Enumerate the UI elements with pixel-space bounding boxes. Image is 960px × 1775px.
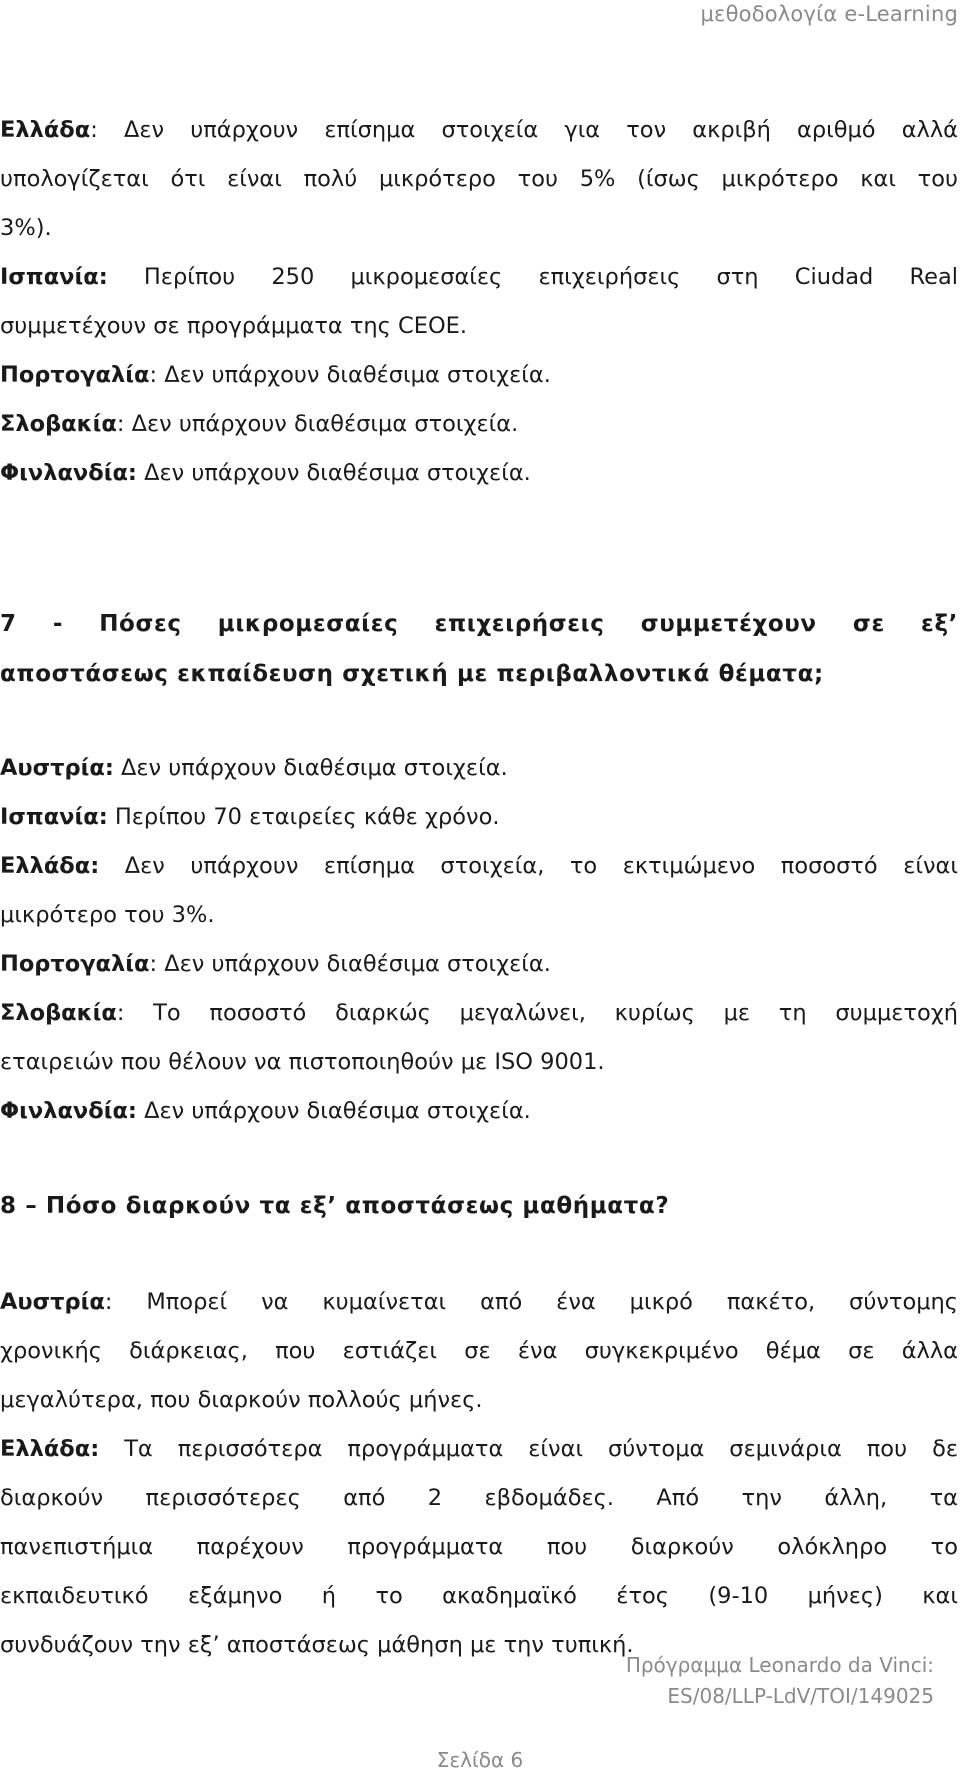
answer-text: : Δεν υπάρχουν διαθέσιμα στοιχεία.: [149, 951, 551, 977]
answer-text: μεγαλύτερα, που διαρκούν πολλούς μήνες.: [0, 1387, 483, 1413]
question-7-heading-line-1: 7 - Πόσες μικρομεσαίες επιχειρήσεις συμμετέχουν σε εξ’: [0, 611, 958, 637]
austria-answer-line-2: [0, 1327, 958, 1376]
greece-answer-line-2: [0, 1474, 958, 1523]
country-label-greece: Ελλάδα:: [0, 853, 100, 879]
portugal-answer: [0, 351, 958, 400]
page-number: Σελίδα 6: [436, 1748, 524, 1772]
greece-answer-line-2: [0, 155, 958, 204]
country-label-austria: Αυστρία: [0, 1289, 105, 1315]
country-label-spain: Ισπανία:: [0, 804, 108, 830]
previous-question-answers: [0, 106, 958, 498]
country-label-slovakia: Σλοβακία: [0, 1000, 117, 1026]
austria-answer-line-1: [0, 1278, 958, 1327]
question-8-heading: [0, 1181, 958, 1231]
question-7-heading: [0, 599, 958, 699]
greece-answer-line-3: [0, 1523, 958, 1572]
spain-answer-line-1: [0, 253, 958, 302]
country-label-finland: Φινλανδία:: [0, 460, 137, 486]
answer-text: υπολογίζεται ότι είναι πολύ μικρότερο του 5% (ίσως μικρότερο και του: [0, 166, 958, 192]
answer-text: Περίπου 250 μικρομεσαίες επιχειρήσεις στη Ciudad Real: [107, 264, 958, 290]
spain-answer: [0, 793, 958, 842]
greece-answer-line-4: [0, 1572, 958, 1621]
country-label-slovakia: Σλοβακία: [0, 411, 117, 437]
country-label-greece: Ελλάδα:: [0, 1436, 100, 1462]
answer-text: : Το ποσοστό διαρκώς μεγαλώνει, κυρίως με τη συμμετοχή: [116, 1000, 958, 1026]
finland-answer: [0, 449, 958, 498]
answer-text: Δεν υπάρχουν επίσημα στοιχεία, το εκτιμώμενο ποσοστό είναι: [99, 853, 958, 879]
answer-text: συνδυάζουν την εξ’ αποστάσεως μάθηση με την τυπική.: [0, 1632, 634, 1658]
answer-text: μικρότερο του 3%.: [0, 902, 215, 928]
austria-answer-line-3: [0, 1376, 958, 1425]
answer-text: διαρκούν περισσότερες από 2 εβδομάδες. Από την άλλη, τα: [0, 1485, 958, 1511]
greece-answer-line-1: [0, 106, 958, 155]
greece-answer-line-2: [0, 891, 958, 940]
answer-text: συμμετέχουν σε προγράμματα της CEOE.: [0, 313, 468, 339]
portugal-answer: [0, 940, 958, 989]
country-label-finland: Φινλανδία:: [0, 1098, 137, 1124]
answer-text: : Δεν υπάρχουν διαθέσιμα στοιχεία.: [149, 362, 551, 388]
answer-text: Δεν υπάρχουν διαθέσιμα στοιχεία.: [136, 1098, 531, 1124]
footer-program-info: [626, 1650, 934, 1712]
answer-text: Δεν υπάρχουν διαθέσιμα στοιχεία.: [136, 460, 531, 486]
question-7-heading-line-2: αποστάσεως εκπαίδευση σχετική με περιβαλλοντικά θέματα;: [0, 661, 824, 687]
answer-text: : Μπορεί να κυμαίνεται από ένα μικρό πακέτο, σύντομης: [104, 1289, 958, 1315]
answer-text: χρονικής διάρκειας, που εστιάζει σε ένα συγκεκριμένο θέμα σε άλλα: [0, 1338, 958, 1364]
greece-answer-line-1: [0, 842, 958, 891]
answer-text: εκπαιδευτικό εξάμηνο ή το ακαδημαϊκό έτος (9-10 μήνες) και: [0, 1583, 958, 1609]
finland-answer: [0, 1087, 958, 1136]
country-label-portugal: Πορτογαλία: [0, 362, 150, 388]
answer-text: : Δεν υπάρχουν επίσημα στοιχεία για τον ακριβή αριθμό αλλά: [90, 117, 958, 143]
country-label-greece: Ελλάδα: [0, 117, 91, 143]
country-label-spain: Ισπανία:: [0, 264, 108, 290]
slovakia-answer-line-1: [0, 989, 958, 1038]
slovakia-answer: [0, 400, 958, 449]
answer-text: : Δεν υπάρχουν διαθέσιμα στοιχεία.: [116, 411, 519, 437]
country-label-austria: Αυστρία:: [0, 755, 114, 781]
answer-text: 3%).: [0, 215, 52, 241]
question-7-answers: [0, 744, 958, 1136]
footer-program-line-1: Πρόγραμμα Leonardo da Vinci:: [625, 1653, 934, 1677]
running-header: μεθοδολογία e-Learning: [700, 2, 958, 26]
answer-text: Τα περισσότερα προγράμματα είναι σύντομα σεμινάρια που δε: [99, 1436, 958, 1462]
greece-answer-line-1: [0, 1425, 958, 1474]
answer-text: πανεπιστήμια παρέχουν προγράμματα που διαρκούν ολόκληρο το: [0, 1534, 958, 1560]
austria-answer: [0, 744, 958, 793]
answer-text: Περίπου 70 εταιρείες κάθε χρόνο.: [107, 804, 500, 830]
greece-answer-line-3: [0, 204, 958, 253]
answer-text: Δεν υπάρχουν διαθέσιμα στοιχεία.: [113, 755, 508, 781]
question-8-heading-line: 8 – Πόσο διαρκούν τα εξ’ αποστάσεως μαθήματα?: [0, 1193, 670, 1219]
country-label-portugal: Πορτογαλία: [0, 951, 150, 977]
footer-program-line-2: ES/08/LLP-LdV/TOI/149025: [667, 1684, 934, 1708]
slovakia-answer-line-2: [0, 1038, 958, 1087]
spain-answer-line-2: [0, 302, 958, 351]
question-8-answers: [0, 1278, 958, 1670]
answer-text: εταιρειών που θέλουν να πιστοποιηθούν με ISO 9001.: [0, 1049, 605, 1075]
